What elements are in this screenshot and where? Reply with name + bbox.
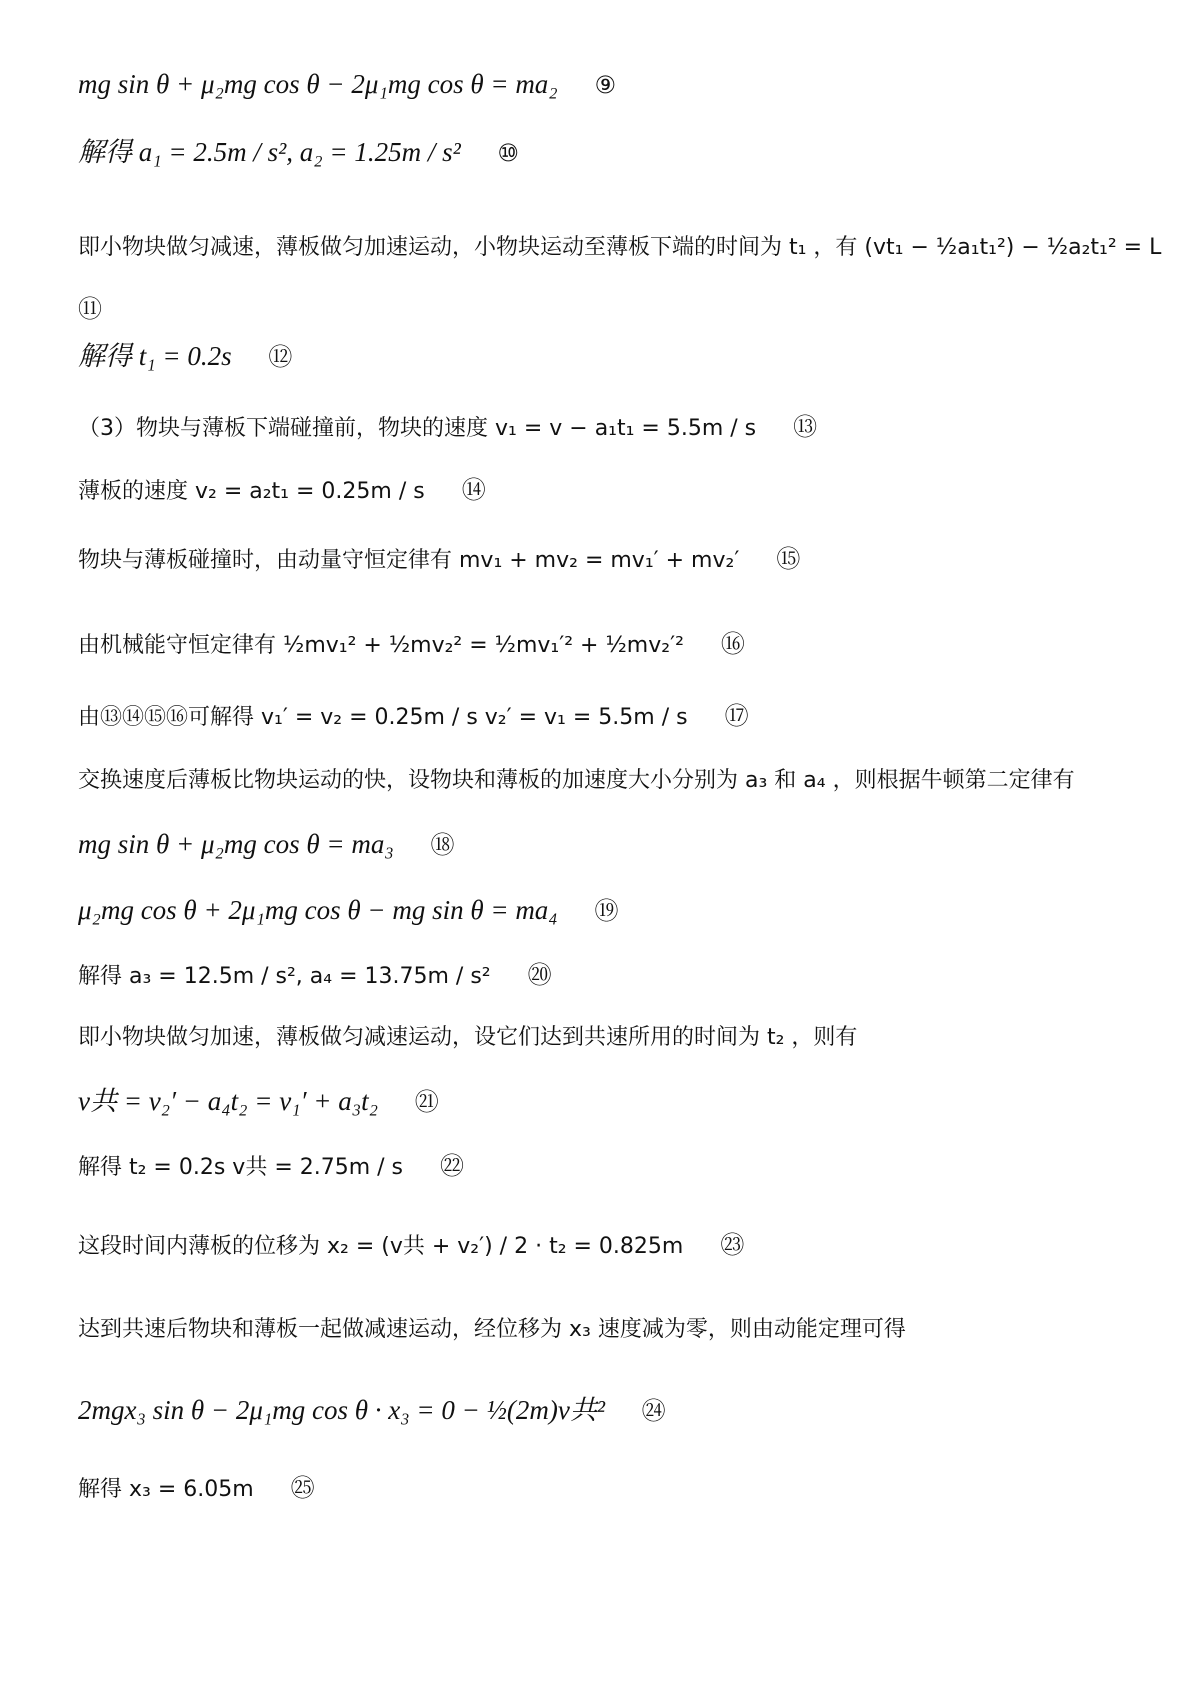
equation-text: mg sin θ + μ₂mg cos θ = ma₃ (78, 829, 394, 859)
equation-25 (78, 1470, 315, 1508)
equation-number: ⑰ (724, 702, 749, 730)
equation-9 (78, 66, 616, 103)
equation-16 (78, 626, 745, 664)
equation-text: 解得 t₁ = 0.2s (78, 341, 232, 371)
equation-number: ⑨ (594, 71, 616, 99)
equation-number: ㉓ (720, 1231, 745, 1259)
equation-14 (78, 472, 486, 510)
equation-number: ⑱ (430, 831, 455, 859)
equation-text: 由机械能守恒定律有 ½mv₁² + ½mv₂² = ½mv₁′² + ½mv₂′² (78, 633, 684, 658)
equation-number: ⑭ (461, 476, 486, 504)
equation-text: （3）物块与薄板下端碰撞前，物块的速度 v₁ = v − a₁t₁ = 5.5m / s (78, 416, 757, 441)
equation-text: 解得 t₂ = 0.2s v共 = 2.75m / s (78, 1155, 404, 1180)
text-line-accelerations (78, 763, 1075, 799)
equation-number: ㉑ (414, 1088, 439, 1116)
equation-text: 解得 a₁ = 2.5m / s², a₂ = 1.25m / s² (78, 137, 461, 167)
equation-text: 解得 x₃ = 6.05m (78, 1477, 254, 1502)
text-content: 交换速度后薄板比物块运动的快，设物块和薄板的加速度大小分别为 a₃ 和 a₄ ，则根据牛顿第二定律有 (78, 768, 1075, 793)
equation-text: 物块与薄板碰撞时，由动量守恒定律有 mv₁ + mv₂ = mv₁′ + mv₂′ (78, 548, 740, 573)
equation-number: ⑮ (776, 545, 801, 573)
text-content: 即小物块做匀减速，薄板做匀加速运动，小物块运动至薄板下端的时间为 t₁ ，有 (vt₁ − ½a₁t₁²) − ½a₂t₁² = L (78, 235, 1162, 260)
text-content: 即小物块做匀加速，薄板做匀减速运动，设它们达到共速所用的时间为 t₂ ，则有 (78, 1025, 858, 1050)
equation-19 (78, 892, 618, 929)
text-line-kinetic-energy (78, 1312, 906, 1348)
text-content: 达到共速后物块和薄板一起做减速运动，经位移为 x₃ 速度减为零，则由动能定理可得 (78, 1317, 906, 1342)
equation-text: 这段时间内薄板的位移为 x₂ = (v共 + v₂′) / 2 · t₂ = 0.825m (78, 1234, 684, 1259)
equation-text: μ₂mg cos θ + 2μ₁mg cos θ − mg sin θ = ma₄ (78, 895, 558, 925)
equation-10 (78, 134, 519, 171)
equation-23 (78, 1227, 744, 1265)
equation-text: v共 = v₂′ − a₄t₂ = v₁′ + a₃t₂ (78, 1086, 378, 1116)
equation-12 (78, 338, 292, 375)
text-line-common-speed (78, 1020, 857, 1056)
equation-text: 由⑬⑭⑮⑯可解得 v₁′ = v₂ = 0.25m / s v₂′ = v₁ = 5.5m / s (78, 705, 688, 730)
equation-18 (78, 826, 455, 863)
text-line-time-t1 (78, 230, 1161, 266)
equation-number: ㉒ (440, 1152, 465, 1180)
equation-20 (78, 957, 552, 995)
equation-text: 解得 a₃ = 12.5m / s², a₄ = 13.75m / s² (78, 964, 491, 989)
equation-text: 薄板的速度 v₂ = a₂t₁ = 0.25m / s (78, 479, 425, 504)
equation-13 (78, 409, 817, 447)
equation-text: mg sin θ + μ₂mg cos θ − 2μ₁mg cos θ = ma₂ (78, 69, 558, 99)
equation-11 (78, 290, 102, 327)
equation-number: ㉔ (641, 1397, 666, 1425)
equation-number: ㉕ (290, 1474, 315, 1502)
equation-number: ⑳ (527, 961, 552, 989)
equation-17 (78, 698, 749, 736)
equation-22 (78, 1148, 464, 1186)
equation-number: ⑲ (594, 897, 619, 925)
equation-text: 2mgx₃ sin θ − 2μ₁mg cos θ · x₃ = 0 − ½(2m)v共² (78, 1395, 605, 1425)
equation-24 (78, 1392, 666, 1429)
equation-number: ⑪ (78, 295, 102, 323)
equation-number: ⑯ (720, 630, 745, 658)
equation-21 (78, 1083, 439, 1120)
equation-15 (78, 541, 800, 579)
equation-number: ⑫ (268, 343, 293, 371)
equation-number: ⑬ (793, 413, 818, 441)
equation-number: ⑩ (497, 139, 519, 167)
